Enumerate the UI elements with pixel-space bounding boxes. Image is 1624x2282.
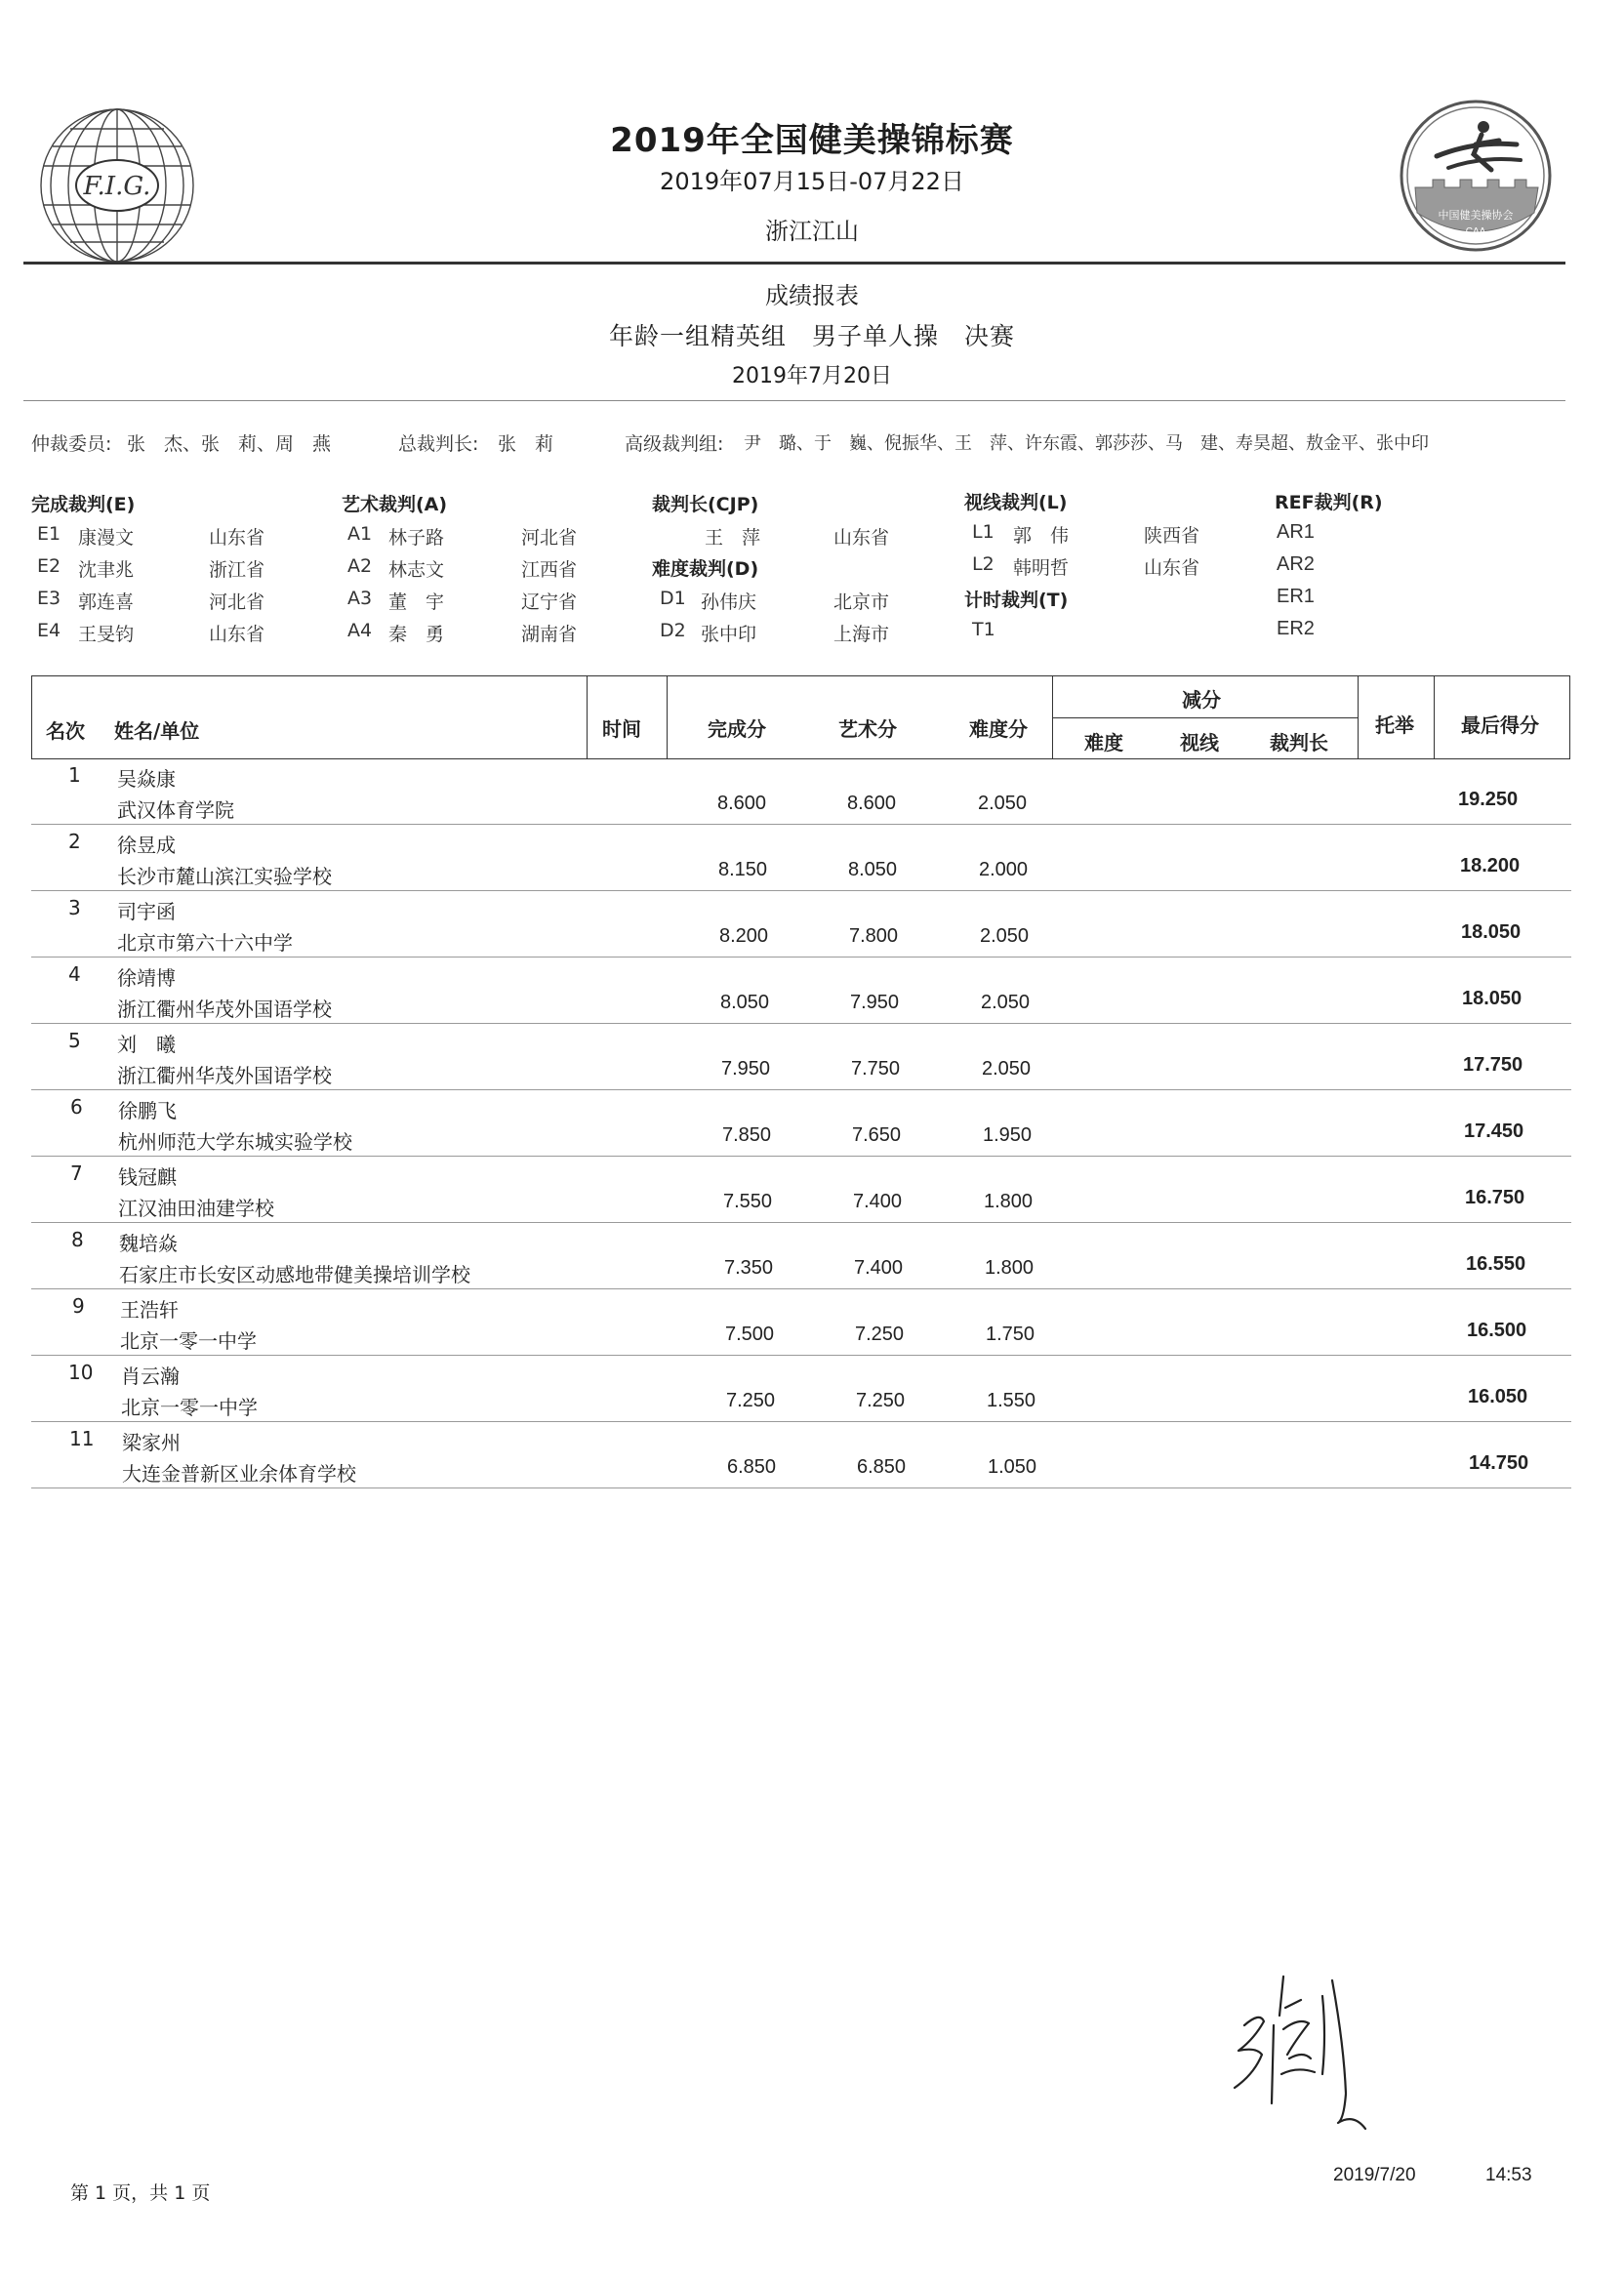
col-ded-line: 视线 xyxy=(1180,731,1219,754)
judge-region: 江西省 xyxy=(521,559,578,581)
judge-code: AR2 xyxy=(1277,553,1315,575)
final-score: 18.200 xyxy=(1460,855,1521,876)
judge-region: 陕西省 xyxy=(1144,525,1200,547)
judge-name: 王 萍 xyxy=(705,527,761,549)
judge-code: L1 xyxy=(972,521,995,543)
athlete-unit: 大连金普新区业余体育学校 xyxy=(122,1462,356,1486)
artistic-score: 8.600 xyxy=(847,793,897,814)
difficulty-score: 2.050 xyxy=(981,992,1031,1013)
athlete-name: 徐靖博 xyxy=(117,966,176,990)
competition-date: 2019年7月20日 xyxy=(732,364,892,388)
col-final: 最后得分 xyxy=(1461,713,1539,737)
final-score: 14.750 xyxy=(1469,1452,1529,1474)
judge-region: 山东省 xyxy=(209,527,265,549)
judge-name: 康漫文 xyxy=(78,527,135,549)
rank: 9 xyxy=(72,1294,85,1318)
athlete-name: 王浩轩 xyxy=(120,1298,179,1322)
artistic-score: 8.050 xyxy=(848,859,898,880)
artistic-score: 7.400 xyxy=(854,1257,904,1279)
judge-name: 林志文 xyxy=(388,559,445,581)
judge-code: L2 xyxy=(972,553,995,575)
execution-score: 7.850 xyxy=(722,1124,772,1146)
subheader-divider xyxy=(23,400,1565,401)
col-execution: 完成分 xyxy=(708,717,766,741)
artistic-score: 7.950 xyxy=(850,992,900,1013)
line-judges-heading: 视线裁判(L) xyxy=(964,492,1068,513)
caa-logo-text: 中国健美操协会 xyxy=(1438,209,1514,222)
judge-name: 韩明哲 xyxy=(1013,557,1070,579)
rank: 4 xyxy=(68,962,81,986)
event-title: 2019年全国健美操锦标赛 xyxy=(610,121,1014,160)
difficulty-score: 1.550 xyxy=(987,1390,1036,1411)
athlete-unit: 杭州师范大学东城实验学校 xyxy=(118,1130,352,1154)
judge-code: E4 xyxy=(37,620,61,641)
execution-score: 8.050 xyxy=(720,992,770,1013)
report-title: 成绩报表 xyxy=(765,282,859,309)
cjp-heading: 裁判长(CJP) xyxy=(652,494,759,515)
artistic-score: 7.650 xyxy=(852,1124,902,1146)
athlete-unit: 浙江衢州华茂外国语学校 xyxy=(117,1064,332,1087)
athlete-name: 徐昱成 xyxy=(117,834,176,857)
jury-names: 张 杰、张 莉、周 燕 xyxy=(127,433,332,455)
execution-score: 6.850 xyxy=(727,1456,777,1478)
athlete-name: 刘 曦 xyxy=(117,1033,176,1056)
judge-region: 辽宁省 xyxy=(521,591,578,613)
judge-region: 浙江省 xyxy=(209,559,265,581)
athlete-unit: 武汉体育学院 xyxy=(117,798,234,822)
judge-region: 山东省 xyxy=(1144,557,1200,579)
judge-code: E1 xyxy=(37,523,61,545)
col-name-unit: 姓名/单位 xyxy=(114,719,200,743)
category-title: 年龄一组精英组 男子单人操 决赛 xyxy=(608,322,1015,350)
rank: 11 xyxy=(69,1427,95,1450)
difficulty-score: 2.050 xyxy=(980,925,1030,947)
athlete-name: 司宇函 xyxy=(117,900,176,923)
execution-score: 8.600 xyxy=(717,793,767,814)
difficulty-score: 1.750 xyxy=(986,1324,1035,1345)
col-time: 时间 xyxy=(602,717,641,741)
col-artistic: 艺术分 xyxy=(838,717,897,741)
time-judges-heading: 计时裁判(T) xyxy=(964,590,1069,611)
difficulty-score: 2.050 xyxy=(982,1058,1032,1080)
final-score: 17.750 xyxy=(1463,1054,1523,1076)
athlete-name: 肖云瀚 xyxy=(121,1365,180,1388)
execution-score: 8.150 xyxy=(718,859,768,880)
judge-region: 河北省 xyxy=(521,527,578,549)
rank: 3 xyxy=(68,896,81,919)
execution-score: 7.500 xyxy=(725,1324,775,1345)
jury-label: 仲裁委员: xyxy=(31,433,112,455)
col-difficulty: 难度分 xyxy=(969,717,1028,741)
final-score: 18.050 xyxy=(1461,921,1522,943)
judge-code: D1 xyxy=(660,588,686,609)
athlete-unit: 北京一零一中学 xyxy=(120,1329,257,1353)
judge-name: 郭连喜 xyxy=(78,591,135,613)
results-table-header xyxy=(31,675,1570,759)
judge-code: E2 xyxy=(37,555,61,577)
athlete-unit: 浙江衢州华茂外国语学校 xyxy=(117,998,332,1021)
col-ded-cjp: 裁判长 xyxy=(1270,731,1328,754)
judge-code: ER2 xyxy=(1277,618,1315,639)
judge-region: 河北省 xyxy=(209,591,265,613)
col-ded-difficulty: 难度 xyxy=(1084,731,1123,754)
judge-name: 林子路 xyxy=(388,527,445,549)
final-score: 16.050 xyxy=(1468,1386,1528,1407)
artistic-judges-heading: 艺术裁判(A) xyxy=(342,494,448,515)
rank: 7 xyxy=(70,1161,83,1185)
artistic-score: 7.250 xyxy=(855,1324,905,1345)
final-score: 16.750 xyxy=(1465,1187,1525,1208)
artistic-score: 7.750 xyxy=(851,1058,901,1080)
judge-code: A1 xyxy=(347,523,373,545)
judge-region: 山东省 xyxy=(209,624,265,645)
difficulty-judges-heading: 难度裁判(D) xyxy=(652,558,759,580)
head-judge-name: 张 莉 xyxy=(498,433,554,455)
athlete-unit: 北京市第六十六中学 xyxy=(117,931,293,955)
execution-score: 7.350 xyxy=(724,1257,774,1279)
difficulty-score: 1.800 xyxy=(984,1191,1034,1212)
col-rank: 名次 xyxy=(46,719,85,743)
execution-judges-heading: 完成裁判(E) xyxy=(31,494,136,515)
execution-score: 7.550 xyxy=(723,1191,773,1212)
judge-code: ER1 xyxy=(1277,586,1315,607)
judge-name: 孙伟庆 xyxy=(701,591,757,613)
judge-code: E3 xyxy=(37,588,61,609)
final-score: 16.500 xyxy=(1467,1320,1527,1341)
ref-judges-heading: REF裁判(R) xyxy=(1275,492,1383,513)
rank: 10 xyxy=(68,1361,94,1384)
final-score: 17.450 xyxy=(1464,1121,1524,1142)
athlete-name: 吴焱康 xyxy=(117,767,176,791)
judge-code: A3 xyxy=(347,588,373,609)
senior-panel-names: 尹 璐、于 巍、倪振华、王 萍、许东霞、郭莎莎、马 建、寿昊超、敖金平、张中印 xyxy=(744,433,1429,454)
col-lift: 托举 xyxy=(1375,713,1414,737)
judge-name: 王旻钧 xyxy=(78,624,135,645)
artistic-score: 7.250 xyxy=(856,1390,906,1411)
fig-logo-text: F.I.G. xyxy=(83,172,151,201)
head-judge-label: 总裁判长: xyxy=(398,433,479,455)
judge-name: 董 宇 xyxy=(388,591,445,613)
header-divider xyxy=(23,262,1565,265)
final-score: 19.250 xyxy=(1458,789,1519,810)
difficulty-score: 1.950 xyxy=(983,1124,1033,1146)
rank: 8 xyxy=(71,1228,84,1251)
difficulty-score: 2.050 xyxy=(978,793,1028,814)
difficulty-score: 1.800 xyxy=(985,1257,1035,1279)
athlete-unit: 江汉油田油建学校 xyxy=(118,1197,274,1220)
judge-region: 上海市 xyxy=(833,624,890,645)
rank: 2 xyxy=(68,830,81,853)
athlete-name: 梁家州 xyxy=(122,1431,181,1454)
judge-code: AR1 xyxy=(1277,521,1315,543)
caa-logo-sub: CAA xyxy=(1465,226,1486,237)
event-venue: 浙江江山 xyxy=(765,218,859,245)
athlete-unit: 长沙市麓山滨江实验学校 xyxy=(117,865,332,888)
page-indicator: 第 1 页，共 1 页 xyxy=(70,2182,211,2204)
col-deduction: 减分 xyxy=(1182,688,1221,712)
print-date: 2019/7/20 xyxy=(1333,2165,1416,2185)
judge-name: 秦 勇 xyxy=(388,624,445,645)
judge-name: 张中印 xyxy=(701,624,757,645)
judge-code: T1 xyxy=(972,619,995,640)
judge-name: 沈聿兆 xyxy=(78,559,135,581)
judge-code: A4 xyxy=(347,620,373,641)
event-dates: 2019年07月15日-07月22日 xyxy=(660,168,964,195)
athlete-name: 钱冠麒 xyxy=(118,1165,177,1189)
judge-region: 山东省 xyxy=(833,527,890,549)
judge-region: 湖南省 xyxy=(521,624,578,645)
execution-score: 7.250 xyxy=(726,1390,776,1411)
athlete-name: 徐鹏飞 xyxy=(118,1099,177,1122)
judge-name: 郭 伟 xyxy=(1013,525,1070,547)
rank: 6 xyxy=(70,1095,83,1119)
difficulty-score: 2.000 xyxy=(979,859,1029,880)
judge-code: D2 xyxy=(660,620,686,641)
judge-region: 北京市 xyxy=(833,591,890,613)
execution-score: 7.950 xyxy=(721,1058,771,1080)
print-time: 14:53 xyxy=(1485,2165,1532,2185)
athlete-unit: 北京一零一中学 xyxy=(121,1396,258,1419)
final-score: 16.550 xyxy=(1466,1253,1526,1275)
athlete-name: 魏培焱 xyxy=(119,1232,178,1255)
athlete-unit: 石家庄市长安区动感地带健美操培训学校 xyxy=(119,1263,470,1286)
artistic-score: 6.850 xyxy=(857,1456,907,1478)
artistic-score: 7.400 xyxy=(853,1191,903,1212)
signature xyxy=(1225,1957,1391,2133)
difficulty-score: 1.050 xyxy=(988,1456,1037,1478)
execution-score: 8.200 xyxy=(719,925,769,947)
final-score: 18.050 xyxy=(1462,988,1522,1009)
rank: 1 xyxy=(68,763,81,787)
rank: 5 xyxy=(68,1029,81,1052)
judge-code: A2 xyxy=(347,555,373,577)
senior-panel-label: 高级裁判组: xyxy=(625,433,724,455)
artistic-score: 7.800 xyxy=(849,925,899,947)
